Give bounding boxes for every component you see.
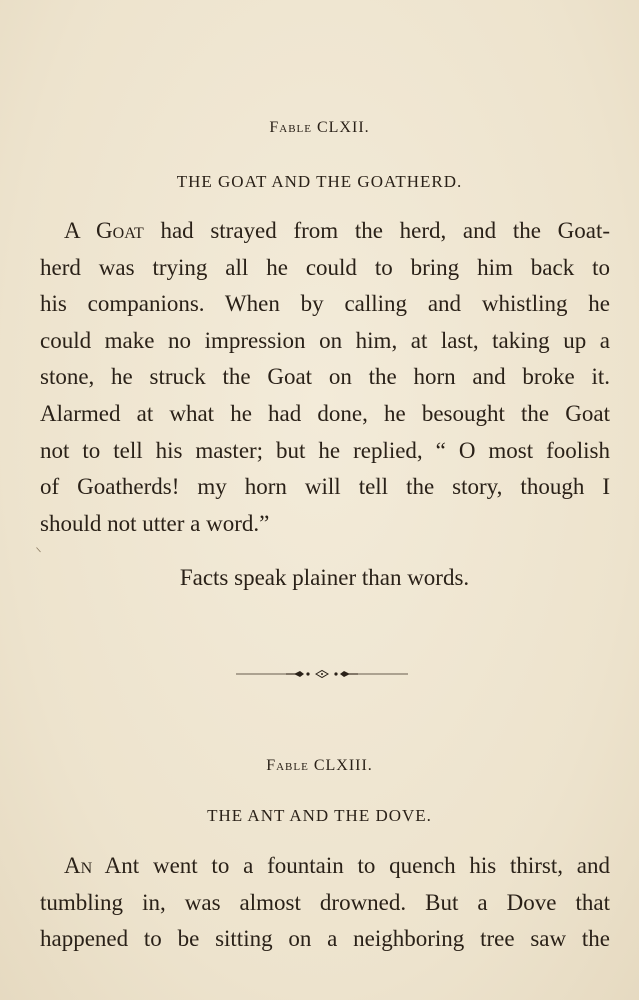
text-line: not to tell his master; but he replied, “ O most foolish — [40, 437, 610, 463]
text-line: should not utter a word.” — [40, 510, 270, 536]
fable-body-text — [40, 848, 610, 958]
text-line: of Goatherds! my horn will tell the story, though I — [40, 474, 610, 500]
ink-speck — [36, 547, 42, 553]
text-line: An Ant went to a fountain to quench his thirst, and — [64, 853, 610, 878]
fable-number-heading — [0, 757, 639, 775]
text-line: stone, he struck the Goat on the horn and broke it. — [40, 364, 610, 390]
text-line: could make no impression on him, at last, taking up a — [40, 327, 610, 353]
fable-title: THE ANT AND THE DOVE. — [207, 806, 432, 825]
fable-label: Fable — [269, 119, 312, 136]
fable-moral: Facts speak plainer than words. — [179, 565, 470, 590]
text-line: tumbling in, was almost drowned. But a Dove that — [40, 889, 610, 915]
text-line: herd was trying all he could to bring him back to — [40, 254, 610, 280]
drop-lead-word: A Goat — [64, 218, 144, 243]
fable-roman-numeral: CLXIII. — [313, 757, 373, 774]
fable-roman-numeral: CLXII. — [316, 119, 370, 136]
ornamental-divider-icon — [236, 667, 408, 681]
fable-number-heading — [0, 119, 639, 137]
text-line: A Goat had strayed from the herd, and the Goat- — [64, 218, 610, 243]
fable-body-text — [40, 213, 610, 542]
text-line: his companions. When by calling and whistling he — [40, 291, 610, 317]
fable-title: THE GOAT AND THE GOATHERD. — [176, 172, 463, 191]
fable-label: Fable — [266, 757, 309, 774]
text-line: happened to be sitting on a neighboring tree saw the — [40, 926, 610, 952]
drop-lead-word: An — [64, 853, 93, 878]
text-line: Alarmed at what he had done, he besought the Goat — [40, 400, 610, 426]
